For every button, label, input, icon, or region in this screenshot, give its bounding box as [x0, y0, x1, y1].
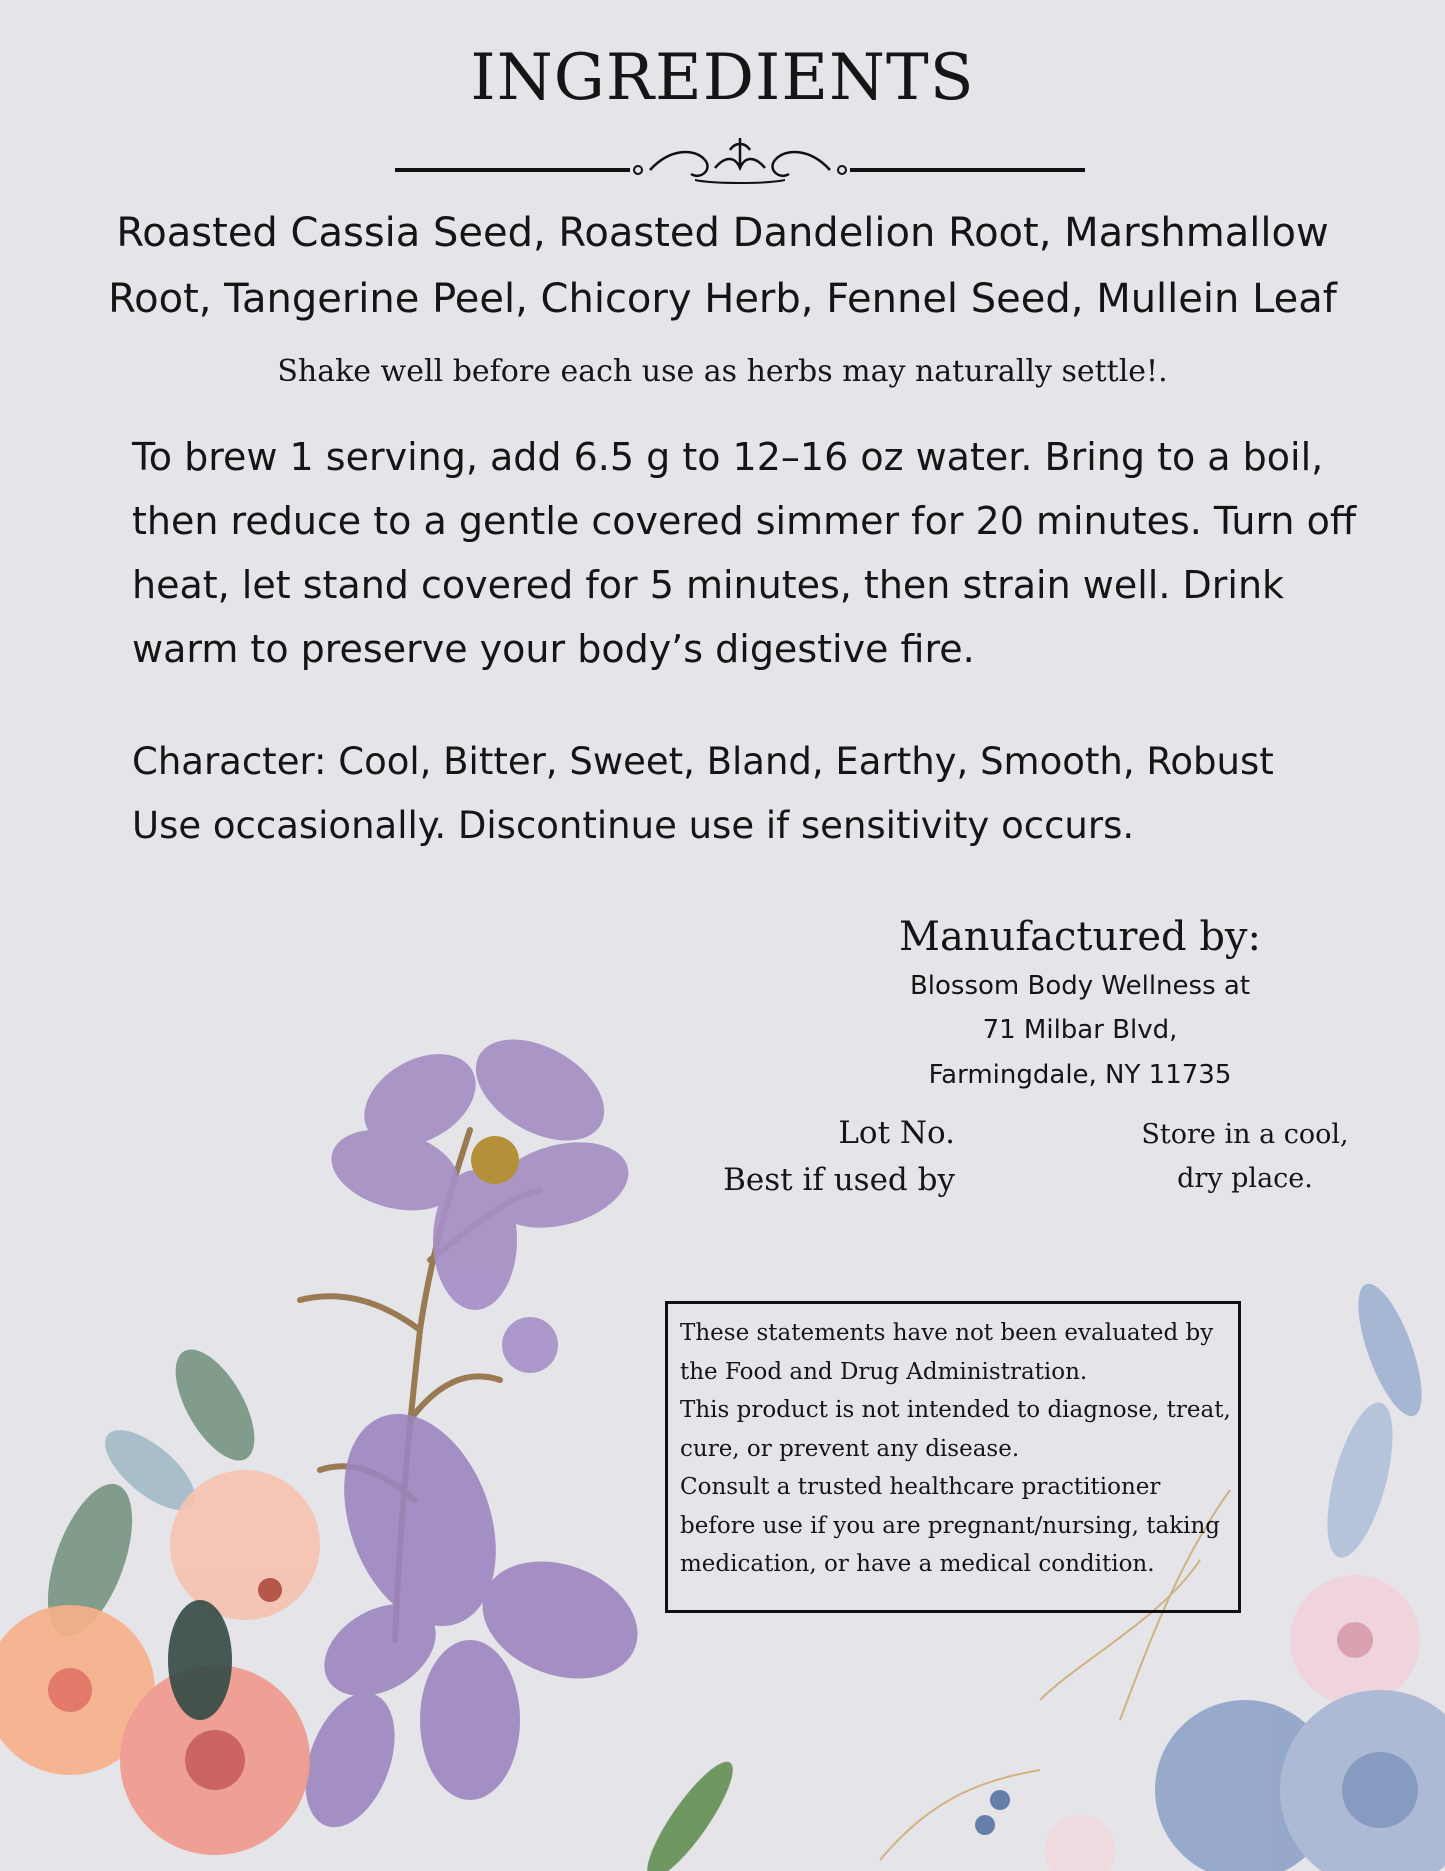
ingredients-list: Roasted Cassia Seed, Roasted Dandelion Root, Marshmallow Root, Tangerine Peel, Chicory Herb, Fennel Seed, Mullein Leaf [108, 210, 1337, 322]
manufacturer-heading: Manufactured by: [898, 914, 1261, 960]
lavender-flower-large [322, 1019, 638, 1310]
usage-caution: Use occasionally. Discontinue use if sensitivity occurs. [132, 804, 1135, 847]
disclaimer-fda: These statements have not been evaluated by the Food and Drug Administration. [680, 1320, 1214, 1385]
storage-line-1: Store in a cool, [1141, 1119, 1349, 1150]
manufacturer-city: Farmingdale, NY 11735 [928, 1060, 1232, 1090]
shake-note: Shake well before each use as herbs may naturally settle!. [277, 354, 1168, 389]
page-title: INGREDIENTS [470, 41, 975, 115]
lot-number-label: Lot No. [838, 1115, 955, 1151]
storage-line-2: dry place. [1177, 1163, 1313, 1194]
character-description: Character: Cool, Bitter, Sweet, Bland, Earthy, Smooth, Robust [132, 740, 1274, 783]
dotted-leaf [168, 1600, 232, 1720]
ornamental-divider-icon [395, 128, 1085, 188]
fda-disclaimer-box [665, 1301, 1241, 1613]
disclaimer-not-intended: This product is not intended to diagnose, treat, cure, or prevent any disease. [680, 1397, 1231, 1462]
lavender-flower-lower [288, 1317, 654, 1839]
disclaimer-consult: Consult a trusted healthcare practitioner before use if you are pregnant/nursing, taking medication, or have a medical condition. [680, 1474, 1221, 1577]
peach-flowers [0, 1470, 320, 1855]
blue-flowers [975, 1575, 1445, 1871]
manufacturer-street: 71 Milbar Blvd, [982, 1015, 1178, 1045]
brew-instructions: To brew 1 serving, add 6.5 g to 12–16 oz water. Bring to a boil, then reduce to a gentle covered simmer for 20 minutes. Turn off heat, let stand covered for 5 minutes, then strain well. Drink warm to preserve your body’s digestive fire. [132, 435, 1356, 671]
flower-stems [300, 1130, 540, 1640]
best-by-label: Best if used by [723, 1162, 955, 1198]
manufacturer-name: Blossom Body Wellness at [909, 971, 1251, 1001]
